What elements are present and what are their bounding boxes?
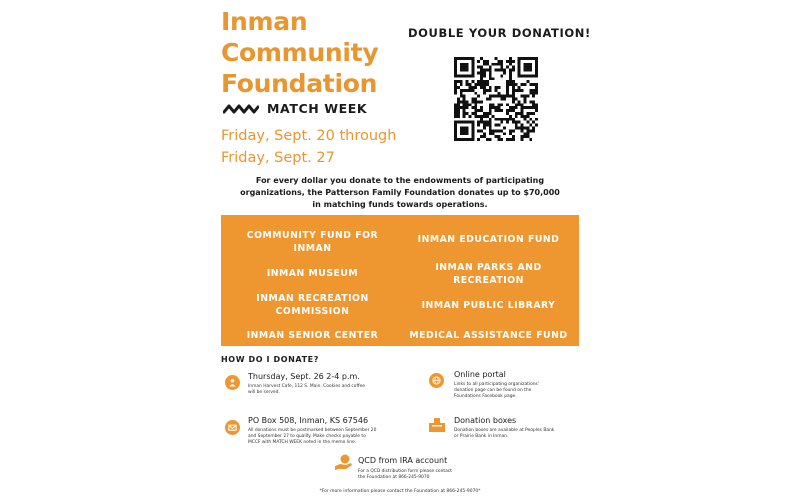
- org-medical-assistance: [401, 329, 576, 342]
- footer-note: *For more information please contact the Foundation at 866-245-9070*: [319, 489, 481, 494]
- body-line: MCCF with MATCH WEEK noted in the memo line.: [248, 440, 357, 445]
- org-line: MEDICAL ASSISTANCE FUND: [409, 330, 568, 341]
- person-icon: [225, 375, 240, 390]
- org-line: INMAN: [293, 243, 332, 254]
- boxes-title: Donation boxes: [454, 416, 517, 425]
- org-museum: [225, 267, 400, 280]
- org-public-library: [401, 299, 576, 312]
- how-to-donate-heading: HOW DO I DONATE?: [221, 355, 319, 364]
- date-line: Friday, Sept. 20 through: [221, 128, 397, 144]
- org-line: RECREATION: [453, 275, 524, 286]
- double-donation-heading: DOUBLE YOUR DONATION!: [408, 26, 591, 40]
- match-week-label: MATCH WEEK: [267, 101, 368, 116]
- intro-line: organizations, the Patterson Family Foundation donates up to $70,000: [240, 188, 560, 197]
- body-line: For a QCD distribution form please contact: [358, 469, 452, 474]
- globe-icon: [429, 373, 444, 388]
- title-line: Community: [221, 38, 379, 67]
- qcd-title: QCD from IRA account: [358, 456, 448, 465]
- hand-money-icon: [334, 454, 354, 473]
- event-title: Thursday, Sept. 26 2-4 p.m.: [248, 372, 360, 381]
- mail-title: PO Box 508, Inman, KS 67546: [248, 416, 369, 425]
- org-line: INMAN EDUCATION FUND: [417, 234, 560, 245]
- body-line: Foundations Facebook page.: [454, 394, 517, 399]
- org-parks-recreation: [401, 261, 576, 287]
- org-line: INMAN PUBLIC LIBRARY: [421, 300, 556, 311]
- intro-line: in matching funds towards operations.: [312, 200, 488, 209]
- org-line: INMAN RECREATION: [256, 293, 369, 304]
- org-line: COMMISSION: [275, 306, 350, 317]
- org-community-fund: [225, 229, 400, 255]
- body-line: donation page can be found on the: [454, 388, 532, 393]
- match-week-row: [223, 101, 367, 116]
- body-line: will be served.: [248, 390, 280, 395]
- foundation-title: [221, 6, 378, 99]
- boxes-details: [454, 428, 604, 440]
- body-line: Donation boxes are available at Peoples Bank: [454, 428, 555, 433]
- organizations-panel: [221, 215, 579, 346]
- mail-details: [248, 428, 398, 446]
- online-title: Online portal: [454, 370, 506, 379]
- body-line: the Foundation at 866-245-9070: [358, 475, 430, 480]
- org-line: COMMUNITY FUND FOR: [246, 230, 379, 241]
- event-dates: [221, 125, 396, 169]
- org-recreation-commission: [225, 292, 400, 318]
- title-line: Foundation: [221, 69, 378, 98]
- intro-text: [221, 175, 579, 211]
- org-education-fund: [401, 233, 576, 246]
- body-line: and September 27 to qualify. Make checks payable to: [248, 434, 366, 439]
- donation-box-icon: [428, 417, 448, 433]
- qr-code[interactable]: [454, 57, 538, 141]
- event-details: [248, 384, 398, 396]
- intro-line: For every dollar you donate to the endowments of participating: [255, 176, 545, 185]
- qcd-details: [358, 469, 508, 481]
- mail-icon: [225, 420, 240, 435]
- online-details: [454, 382, 604, 400]
- body-line: Links to all participating organizations': [454, 382, 540, 387]
- body-line: Inman Harvest Cafe, 112 S. Main. Cookies and coffee: [248, 384, 365, 389]
- org-line: INMAN PARKS AND: [435, 262, 542, 273]
- org-line: INMAN SENIOR CENTER: [246, 330, 379, 341]
- date-line: Friday, Sept. 27: [221, 150, 335, 166]
- title-line: Inman: [221, 7, 308, 36]
- body-line: All donations must be postmarked between September 20: [248, 428, 377, 433]
- org-line: INMAN MUSEUM: [266, 268, 359, 279]
- org-senior-center: [225, 329, 400, 342]
- wave-icon: [223, 103, 259, 115]
- body-line: or Prairie Bank in Inman.: [454, 434, 509, 439]
